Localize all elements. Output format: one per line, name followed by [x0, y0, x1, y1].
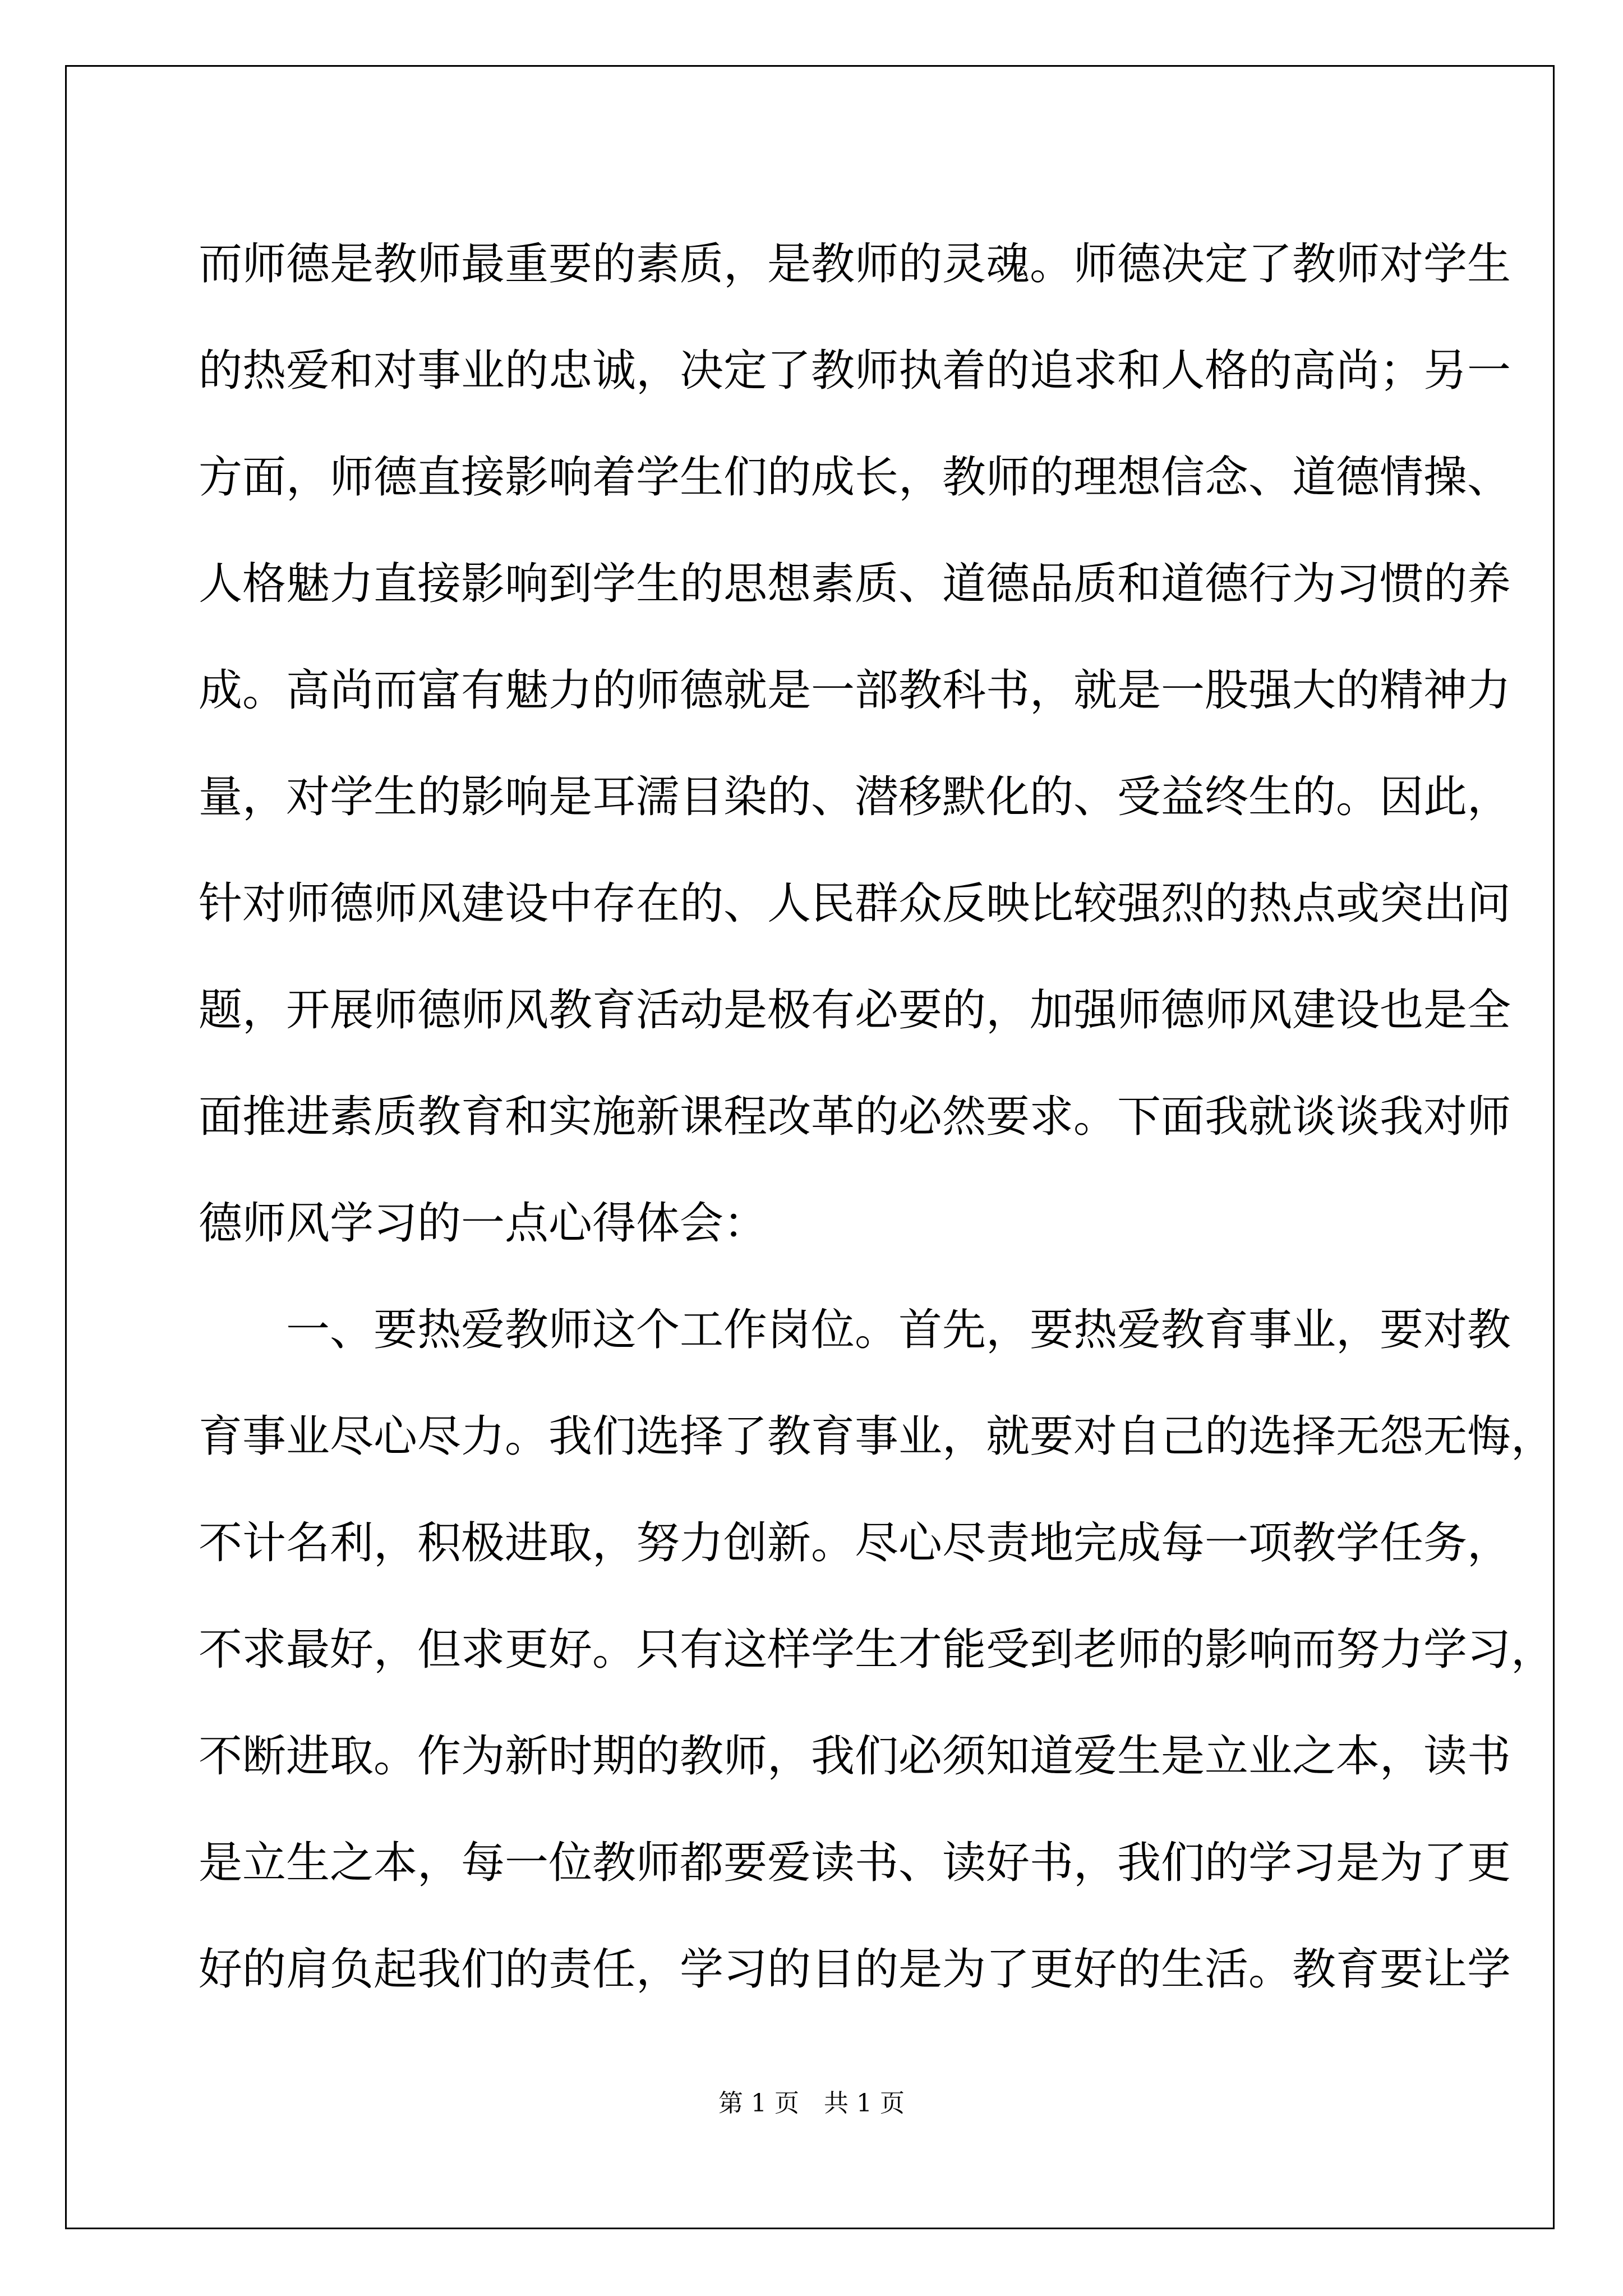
text-line: 而师德是教师最重要的素质，是教师的灵魂。师德决定了教师对学生 [199, 239, 1511, 289]
text-line: 好的肩负起我们的责任，学习的目的是为了更好的生活。教育要让学 [199, 1944, 1511, 1995]
text-line: 德师风学习的一点心得体会： [199, 1198, 768, 1249]
text-line: 方面，师德直接影响着学生们的成长，教师的理想信念、道德情操、 [199, 452, 1511, 503]
body-text [199, 211, 1555, 2023]
page-footer: 第 1 页 共 1 页 [718, 2089, 905, 2118]
text-line: 一、要热爱教师这个工作岗位。首先，要热爱教育事业，要对教 [199, 1305, 1511, 1355]
text-line: 针对师德师风建设中存在的、人民群众反映比较强烈的热点或突出问 [199, 878, 1511, 929]
text-line: 成。高尚而富有魅力的师德就是一部教科书，就是一股强大的精神力 [199, 665, 1511, 716]
text-line: 是立生之本，每一位教师都要爱读书、读好书，我们的学习是为了更 [199, 1838, 1511, 1888]
text-line: 不求最好，但求更好。只有这样学生才能受到老师的影响而努力学习， [199, 1625, 1555, 1675]
text-line: 的热爱和对事业的忠诚，决定了教师执着的追求和人格的高尚；另一 [199, 346, 1511, 396]
text-line: 题，开展师德师风教育活动是极有必要的，加强师德师风建设也是全 [199, 985, 1511, 1036]
text-line: 人格魅力直接影响到学生的思想素质、道德品质和道德行为习惯的养 [199, 559, 1511, 609]
text-line: 不计名利，积极进取，努力创新。尽心尽责地完成每一项教学任务， [199, 1518, 1511, 1568]
text-line: 面推进素质教育和实施新课程改革的必然要求。下面我就谈谈我对师 [199, 1092, 1511, 1142]
text-line: 不断进取。作为新时期的教师，我们必须知道爱生是立业之本，读书 [199, 1731, 1511, 1782]
text-line: 量，对学生的影响是耳濡目染的、潜移默化的、受益终生的。因此， [199, 772, 1511, 822]
text-line: 育事业尽心尽力。我们选择了教育事业，就要对自己的选择无怨无悔， [199, 1411, 1555, 1462]
